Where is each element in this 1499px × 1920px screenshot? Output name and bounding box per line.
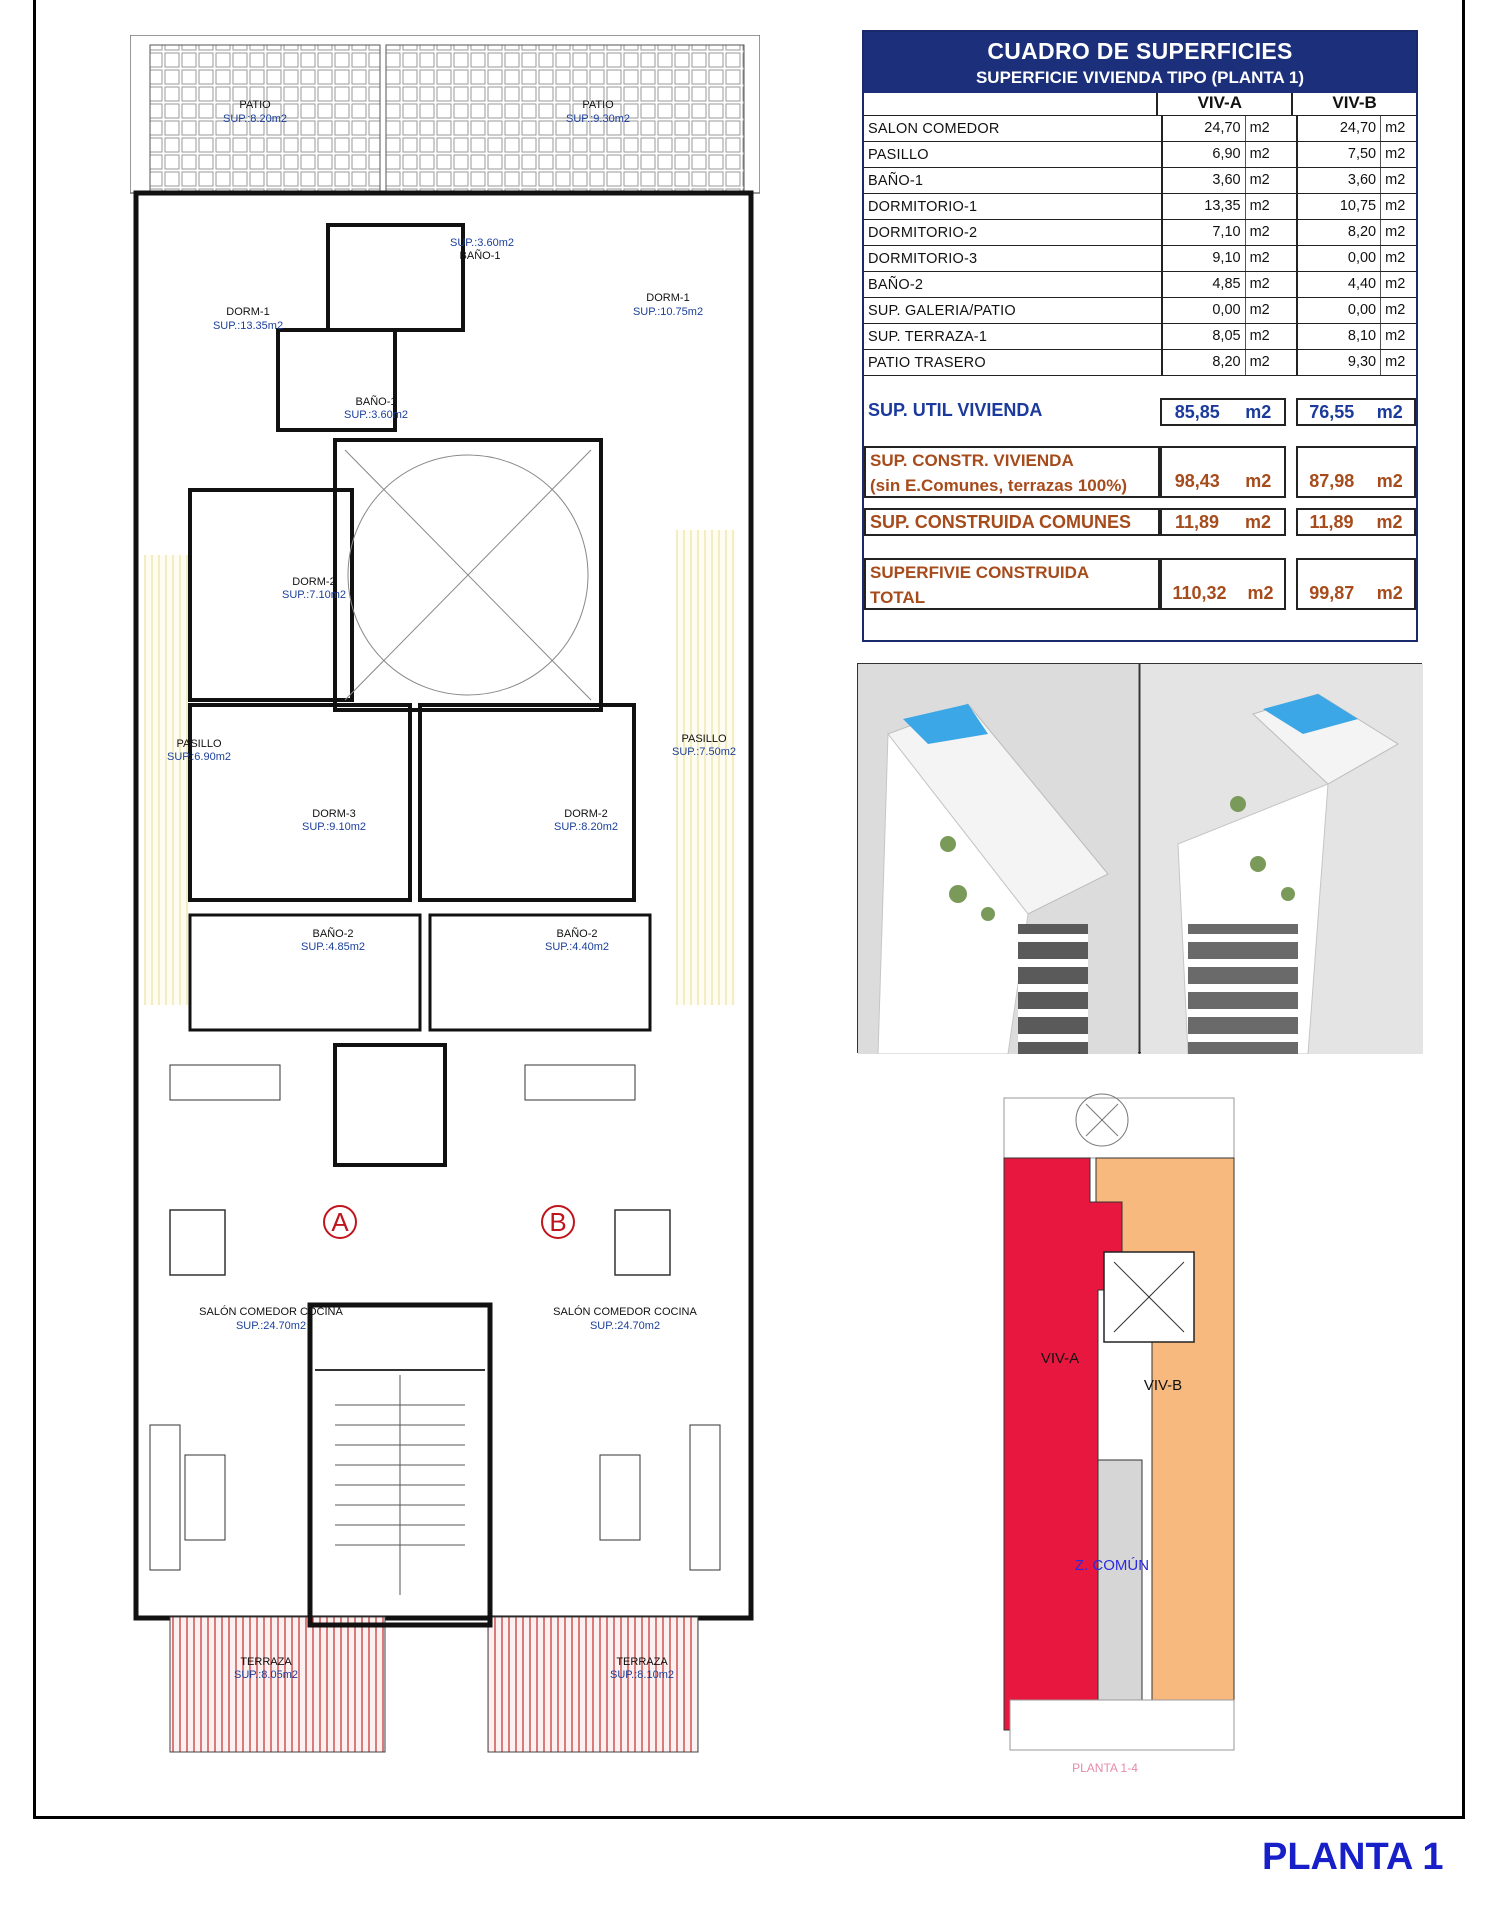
total-a-unit: m2 — [1247, 583, 1274, 603]
row-unit-a: m2 — [1245, 116, 1287, 141]
row-value-a: 3,60 — [1161, 168, 1245, 193]
dorm2-b-area: SUP.:8.20m2 — [553, 821, 619, 833]
row-value-a: 6,90 — [1161, 142, 1245, 167]
comunes-b: 11,89 — [1309, 512, 1354, 532]
row-label: DORMITORIO-2 — [868, 224, 978, 241]
area-table-row — [864, 142, 1416, 168]
row-unit-a: m2 — [1245, 246, 1287, 271]
row-label: PATIO TRASERO — [868, 354, 986, 371]
row-unit-a: m2 — [1245, 350, 1287, 375]
common-zone — [1098, 1460, 1142, 1700]
row-label: BAÑO-2 — [868, 276, 924, 293]
row-value-b: 4,40 — [1296, 272, 1380, 297]
row-unit-a: m2 — [1245, 298, 1287, 323]
dorm3-a-area: SUP.:9.10m2 — [301, 821, 367, 833]
area-table-row — [864, 220, 1416, 246]
area-table-title: CUADRO DE SUPERFICIES — [987, 38, 1293, 64]
pasillo-b-area: SUP.:7.50m2 — [671, 746, 737, 758]
constr-label-1: SUP. CONSTR. VIVIENDA — [870, 451, 1074, 470]
row-label: DORMITORIO-1 — [868, 198, 978, 215]
bano1-top-area: SUP.:3.60m2 — [449, 237, 515, 249]
key-viv-a-label: VIV-A — [1040, 1350, 1080, 1367]
dorm1-a-label: DORM-1 — [226, 306, 270, 318]
pasillo-a-floor — [144, 555, 189, 1005]
row-unit-b: m2 — [1380, 272, 1416, 297]
terraza-a-floor — [170, 1617, 385, 1752]
pasillo-a-area: SUP.:6.90m2 — [166, 751, 232, 763]
row-unit-a: m2 — [1245, 272, 1287, 297]
util-b: 76,55 — [1309, 402, 1355, 422]
row-value-b: 0,00 — [1296, 246, 1380, 271]
bano1-a-label: BAÑO-1 — [355, 396, 397, 408]
salon-a-area: SUP.:24.70m2 — [235, 1320, 307, 1332]
terraza-a-label: TERRAZA — [240, 1656, 292, 1668]
col-header-viv-a: VIV-A — [1156, 93, 1281, 115]
bano1-a-area: SUP.:3.60m2 — [343, 409, 409, 421]
total-b-unit: m2 — [1376, 583, 1403, 603]
row-value-b: 24,70 — [1296, 116, 1380, 141]
comunes-a: 11,89 — [1174, 512, 1220, 532]
terraza-b-floor — [488, 1617, 698, 1752]
row-value-b: 0,00 — [1296, 298, 1380, 323]
row-value-b: 9,30 — [1296, 350, 1380, 375]
total-b: 99,87 — [1309, 583, 1355, 603]
util-b-unit: m2 — [1376, 402, 1403, 422]
total-a: 110,32 — [1172, 583, 1227, 603]
row-label: SUP. TERRAZA-1 — [868, 328, 988, 345]
area-table-row — [864, 350, 1416, 376]
pasillo-b-floor — [675, 530, 735, 1005]
row-unit-a: m2 — [1245, 142, 1287, 167]
bano2-b-label: BAÑO-2 — [556, 928, 598, 940]
area-table — [862, 30, 1418, 642]
row-value-a: 24,70 — [1161, 116, 1245, 141]
row-unit-b: m2 — [1380, 220, 1416, 245]
area-table-row — [864, 298, 1416, 324]
row-unit-b: m2 — [1380, 350, 1416, 375]
terraza-b-area: SUP.:8.10m2 — [609, 1669, 675, 1681]
row-unit-b: m2 — [1380, 194, 1416, 219]
row-value-b: 8,20 — [1296, 220, 1380, 245]
util-a: 85,85 — [1174, 402, 1220, 422]
page-title: PLANTA 1 — [1262, 1836, 1444, 1878]
area-table-header — [864, 32, 1416, 93]
row-unit-b: m2 — [1380, 324, 1416, 349]
row-label: SUP. GALERIA/PATIO — [868, 302, 1016, 319]
dorm2-b-label: DORM-2 — [564, 808, 608, 820]
floor-plan — [130, 35, 760, 1795]
bano2-b-area: SUP.:4.40m2 — [544, 941, 610, 953]
dorm2-a-area: SUP.:7.10m2 — [281, 589, 347, 601]
comunes-b-unit: m2 — [1376, 512, 1403, 532]
row-value-a: 4,85 — [1161, 272, 1245, 297]
terraza-a-area: SUP.:8.05m2 — [233, 1669, 299, 1681]
patio-b-label: PATIO — [582, 99, 614, 111]
row-value-b: 8,10 — [1296, 324, 1380, 349]
row-unit-b: m2 — [1380, 116, 1416, 141]
bano2-a-label: BAÑO-2 — [312, 928, 354, 940]
row-unit-b: m2 — [1380, 298, 1416, 323]
row-label: DORMITORIO-3 — [868, 250, 978, 267]
row-label: SALON COMEDOR — [868, 120, 1000, 137]
constr-a: 98,43 — [1174, 471, 1220, 491]
row-value-b: 7,50 — [1296, 142, 1380, 167]
total-label-2: TOTAL — [870, 588, 926, 607]
row-unit-b: m2 — [1380, 246, 1416, 271]
row-value-a: 13,35 — [1161, 194, 1245, 219]
util-label: SUP. UTIL VIVIENDA — [868, 400, 1043, 420]
total-label-1: SUPERFIVIE CONSTRUIDA — [870, 563, 1090, 582]
row-unit-a: m2 — [1245, 324, 1287, 349]
row-value-a: 8,05 — [1161, 324, 1245, 349]
area-table-col-headers — [864, 93, 1416, 116]
area-table-row — [864, 246, 1416, 272]
bano1-top-label: BAÑO-1 — [459, 250, 501, 262]
bano2-a-area: SUP.:4.85m2 — [300, 941, 366, 953]
row-value-a: 7,10 — [1161, 220, 1245, 245]
key-plan-caption: PLANTA 1-4 — [1072, 1761, 1138, 1775]
key-viv-b-label: VIV-B — [1143, 1377, 1183, 1394]
util-a-unit: m2 — [1245, 402, 1272, 422]
row-unit-a: m2 — [1245, 194, 1287, 219]
col-header-viv-b: VIV-B — [1291, 93, 1416, 115]
pasillo-b-label: PASILLO — [681, 733, 727, 745]
row-unit-a: m2 — [1245, 168, 1287, 193]
key-plan — [990, 1090, 1250, 1780]
unit-b-letter: B — [549, 1207, 567, 1237]
comunes-label: SUP. CONSTRUIDA COMUNES — [864, 508, 1160, 536]
constr-b-unit: m2 — [1376, 471, 1403, 491]
row-unit-a: m2 — [1245, 220, 1287, 245]
pasillo-a-label: PASILLO — [176, 738, 222, 750]
patio-a-area: SUP.:8.20m2 — [222, 113, 288, 125]
area-table-row — [864, 324, 1416, 350]
row-value-b: 3,60 — [1296, 168, 1380, 193]
row-label: PASILLO — [868, 146, 929, 163]
area-table-row — [864, 272, 1416, 298]
row-unit-b: m2 — [1380, 142, 1416, 167]
dorm1-b-area: SUP.:10.75m2 — [632, 306, 704, 318]
building-renders — [857, 663, 1422, 1053]
row-unit-b: m2 — [1380, 168, 1416, 193]
row-label: BAÑO-1 — [868, 172, 924, 189]
salon-b-area: SUP.:24.70m2 — [589, 1320, 661, 1332]
area-table-row — [864, 194, 1416, 220]
row-value-a: 9,10 — [1161, 246, 1245, 271]
constr-b: 87,98 — [1309, 471, 1355, 491]
area-table-subtitle: SUPERFICIE VIVIENDA TIPO (PLANTA 1) — [975, 68, 1305, 87]
salon-b-label: SALÓN COMEDOR COCINA — [553, 1306, 697, 1318]
dorm1-b-label: DORM-1 — [646, 292, 690, 304]
patio-b-area: SUP.:9.30m2 — [565, 113, 631, 125]
dorm2-a-label: DORM-2 — [292, 576, 336, 588]
constr-a-unit: m2 — [1245, 471, 1272, 491]
terraza-b-label: TERRAZA — [616, 1656, 668, 1668]
row-value-a: 8,20 — [1161, 350, 1245, 375]
dorm1-a-area: SUP.:13.35m2 — [212, 320, 284, 332]
salon-a-label: SALÓN COMEDOR COCINA — [199, 1306, 343, 1318]
key-comun-label: Z. COMÚN — [1074, 1557, 1150, 1574]
area-table-row — [864, 116, 1416, 142]
area-table-row — [864, 168, 1416, 194]
comunes-a-unit: m2 — [1244, 512, 1271, 532]
dorm3-a-label: DORM-3 — [312, 808, 356, 820]
row-value-b: 10,75 — [1296, 194, 1380, 219]
constr-label-2: (sin E.Comunes, terrazas 100%) — [870, 476, 1127, 495]
unit-a-letter: A — [331, 1207, 349, 1237]
patio-a-label: PATIO — [239, 99, 271, 111]
row-value-a: 0,00 — [1161, 298, 1245, 323]
